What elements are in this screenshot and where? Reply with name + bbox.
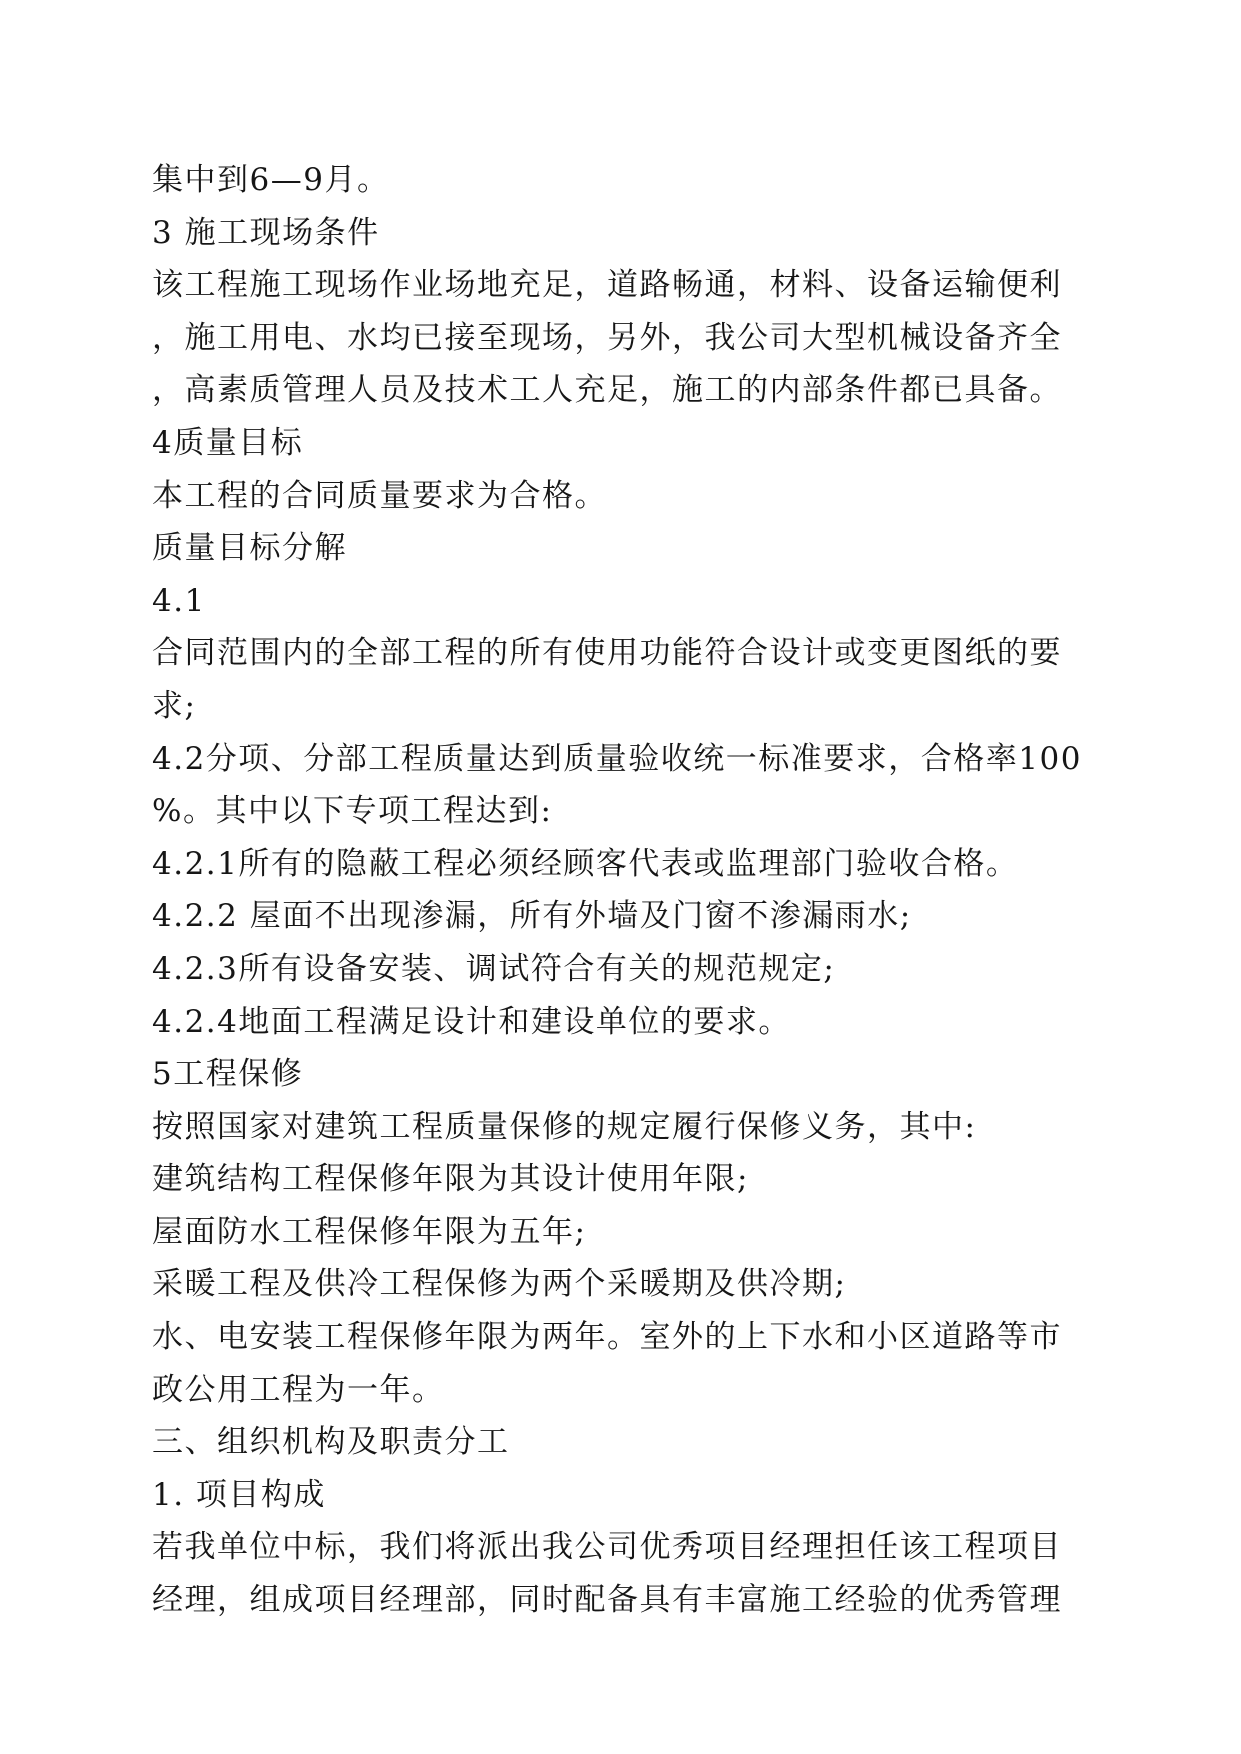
- text-line: 该工程施工现场作业场地充足，道路畅通，材料、设备运输便利: [152, 267, 1062, 304]
- list-item: 4.2.1所有的隐蔽工程必须经顾客代表或监理部门验收合格。: [152, 845, 1019, 882]
- text-line: 求;: [152, 687, 197, 724]
- section-heading: 3 施工现场条件: [152, 214, 380, 251]
- list-item: 4.2.2 屋面不出现渗漏，所有外墙及门窗不渗漏雨水;: [152, 898, 912, 935]
- text-line: ，施工用电、水均已接至现场，另外，我公司大型机械设备齐全: [152, 319, 1062, 356]
- text-line: ，高素质管理人员及技术工人充足，施工的内部条件都已具备。: [152, 372, 1062, 409]
- section-heading: 1. 项目构成: [152, 1476, 326, 1513]
- text-line: 建筑结构工程保修年限为其设计使用年限;: [152, 1161, 749, 1198]
- chapter-heading: 三、组织机构及职责分工: [152, 1424, 510, 1461]
- section-heading: 5工程保修: [152, 1056, 304, 1093]
- text-line: 合同范围内的全部工程的所有使用功能符合设计或变更图纸的要: [152, 635, 1062, 672]
- text-line: 水、电安装工程保修年限为两年。室外的上下水和小区道路等市: [152, 1319, 1062, 1356]
- list-item: 4.2.3所有设备安装、调试符合有关的规范规定;: [152, 950, 836, 987]
- section-heading: 4质量目标: [152, 424, 304, 461]
- text-line: 集中到6—9月。: [152, 162, 390, 198]
- item-number: 4.1: [152, 582, 206, 619]
- text-line: 政公用工程为一年。: [152, 1371, 445, 1408]
- text-line: 按照国家对建筑工程质量保修的规定履行保修义务，其中:: [152, 1108, 977, 1145]
- text-line: 4.2分项、分部工程质量达到质量验收统一标准要求，合格率100: [152, 740, 1082, 777]
- text-line: 经理，组成项目经理部，同时配备具有丰富施工经验的优秀管理: [152, 1582, 1062, 1619]
- text-line: 本工程的合同质量要求为合格。: [152, 477, 607, 514]
- text-line: %。其中以下专项工程达到:: [152, 793, 553, 830]
- subsection-heading: 质量目标分解: [152, 530, 347, 567]
- text-line: 若我单位中标，我们将派出我公司优秀项目经理担任该工程项目: [152, 1529, 1062, 1566]
- text-line: 采暖工程及供冷工程保修为两个采暖期及供冷期;: [152, 1266, 847, 1303]
- document-body: [152, 154, 1092, 1627]
- text-line: 屋面防水工程保修年限为五年;: [152, 1213, 587, 1250]
- list-item: 4.2.4地面工程满足设计和建设单位的要求。: [152, 1003, 791, 1040]
